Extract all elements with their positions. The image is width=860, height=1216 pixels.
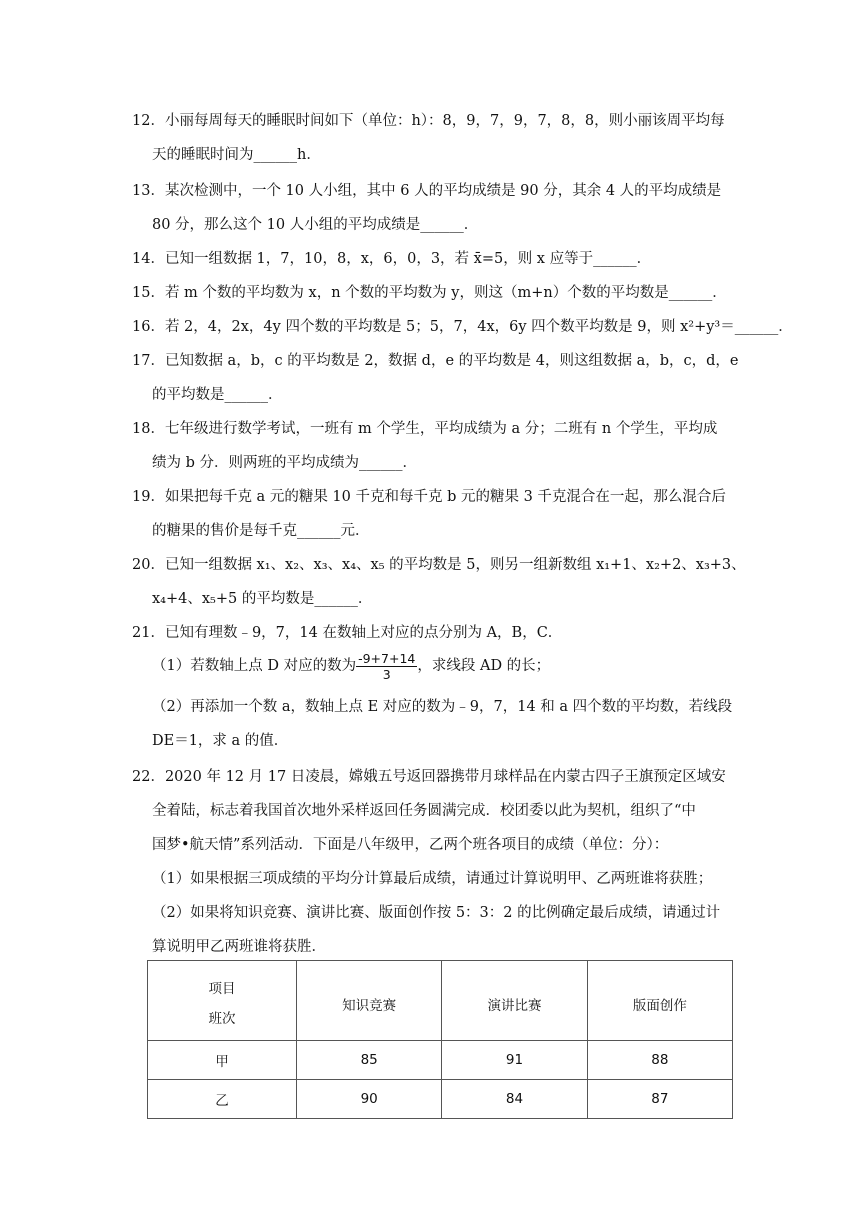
question-text: 已知数据 a，b，c 的平均数是 2，数据 d，e 的平均数是 4，则这组数据 a，b，c，d，e	[164, 353, 739, 369]
question-22-part-2-line-2: 算说明甲乙两班谁将获胜．	[152, 939, 326, 955]
question-22	[132, 768, 726, 786]
question-22-line-3: 国梦•航天情”系列活动．下面是八年级甲，乙两个班各项目的成绩（单位：分）：	[152, 837, 669, 853]
fraction	[356, 651, 417, 682]
question-text: 若 2，4，2x，4y 四个数的平均数是 5；5，7，4x，6y 四个数平均数是 9，则 x²+y³＝______．	[164, 319, 793, 335]
table-row	[148, 1041, 733, 1080]
table-cell: 87	[587, 1080, 732, 1119]
question-17	[132, 352, 739, 370]
question-number: 20．	[132, 557, 165, 573]
table-cell: 88	[587, 1041, 732, 1080]
question-text: 如果把每千克 a 元的糖果 10 千克和每千克 b 元的糖果 3 千克混合在一起，那么混合后	[164, 489, 726, 505]
question-number: 13．	[132, 183, 165, 199]
part-1-text-before: （1）若数轴上点 D 对应的数为	[152, 658, 357, 674]
table-cell: 84	[442, 1080, 587, 1119]
header-speech-contest: 演讲比赛	[442, 961, 587, 1041]
table-header-row	[148, 961, 733, 1041]
question-20	[132, 556, 746, 574]
score-table	[147, 960, 733, 1119]
question-21-part-1	[152, 650, 550, 682]
question-number: 15．	[132, 285, 165, 301]
table-row	[148, 1080, 733, 1119]
header-knowledge-contest: 知识竞赛	[297, 961, 442, 1041]
corner-label-top: 项目	[208, 981, 236, 997]
question-22-part-2: （2）如果将知识竞赛、演讲比赛、版面创作按 5：3：2 的比例确定最后成绩，请通过计	[152, 905, 721, 921]
question-21-part-2: （2）再添加一个数 a，数轴上点 E 对应的数为﹣9，7，14 和 a 四个数的平均数，若线段	[152, 699, 733, 715]
question-number: 18．	[132, 421, 165, 437]
row-class-label: 乙	[148, 1080, 297, 1119]
question-text: 若 m 个数的平均数为 x，n 个数的平均数为 y，则这（m+n）个数的平均数是______．	[164, 285, 727, 301]
question-text: 已知一组数据 1，7，10，8，x，6，0，3，若 x̄=5，则 x 应等于______．	[164, 251, 652, 267]
row-class-label: 甲	[148, 1041, 297, 1080]
question-16	[132, 318, 793, 336]
fraction-numerator: -9+7+14	[358, 650, 416, 666]
question-20-line-2: x₄+4、x₅+5 的平均数是______．	[152, 591, 373, 607]
table-cell: 90	[297, 1080, 442, 1119]
question-18-line-2: 绩为 b 分．则两班的平均成绩为______．	[152, 455, 417, 471]
question-12-line-2: 天的睡眠时间为______h．	[152, 147, 321, 163]
question-number: 22．	[132, 769, 165, 785]
question-19	[132, 488, 726, 506]
question-13-line-2: 80 分，那么这个 10 人小组的平均成绩是______．	[152, 217, 479, 233]
fraction-denominator: 3	[382, 666, 391, 682]
table-cell: 85	[297, 1041, 442, 1080]
question-text: 2020 年 12 月 17 日凌晨，嫦娥五号返回器携带月球样品在内蒙古四子王旗预定区域安	[164, 769, 726, 785]
question-14	[132, 250, 651, 268]
question-number: 17．	[132, 353, 165, 369]
question-number: 21．	[132, 625, 165, 641]
question-12	[132, 112, 725, 130]
question-text: 已知一组数据 x₁、x₂、x₃、x₄、x₅ 的平均数是 5，则另一组新数组 x₁+1、x₂+2、x₃+3、	[164, 557, 746, 573]
header-layout-creation: 版面创作	[587, 961, 732, 1041]
question-text: 某次检测中，一个 10 人小组，其中 6 人的平均成绩是 90 分，其余 4 人的平均成绩是	[164, 183, 722, 199]
question-22-line-2: 全着陆，标志着我国首次地外采样返回任务圆满完成．校团委以此为契机，组织了“中	[152, 803, 696, 819]
question-15	[132, 284, 727, 302]
question-number: 16．	[132, 319, 165, 335]
question-number: 12．	[132, 113, 165, 129]
question-text: 已知有理数﹣9，7，14 在数轴上对应的点分别为 A，B，C．	[164, 625, 563, 641]
question-19-line-2: 的糖果的售价是每千克______元．	[152, 523, 370, 539]
question-number: 14．	[132, 251, 165, 267]
question-17-line-2: 的平均数是______．	[152, 387, 283, 403]
table-cell: 91	[442, 1041, 587, 1080]
question-22-part-1: （1）如果根据三项成绩的平均分计算最后成绩，请通过计算说明甲、乙两班谁将获胜；	[152, 871, 713, 887]
table-corner-cell	[148, 961, 297, 1041]
question-18	[132, 420, 717, 438]
question-21-part-2-line-2: DE＝1，求 a 的值．	[152, 733, 289, 749]
corner-label-bottom: 班次	[208, 1011, 236, 1027]
question-21	[132, 624, 562, 642]
question-text: 小丽每周每天的睡眠时间如下（单位：h）：8，9，7，9，7，8，8，则小丽该周平均每	[164, 113, 725, 129]
part-1-text-after: ，求线段 AD 的长；	[417, 658, 551, 674]
question-13	[132, 182, 721, 200]
question-text: 七年级进行数学考试，一班有 m 个学生，平均成绩为 a 分；二班有 n 个学生，平均成	[164, 421, 718, 437]
question-number: 19．	[132, 489, 165, 505]
